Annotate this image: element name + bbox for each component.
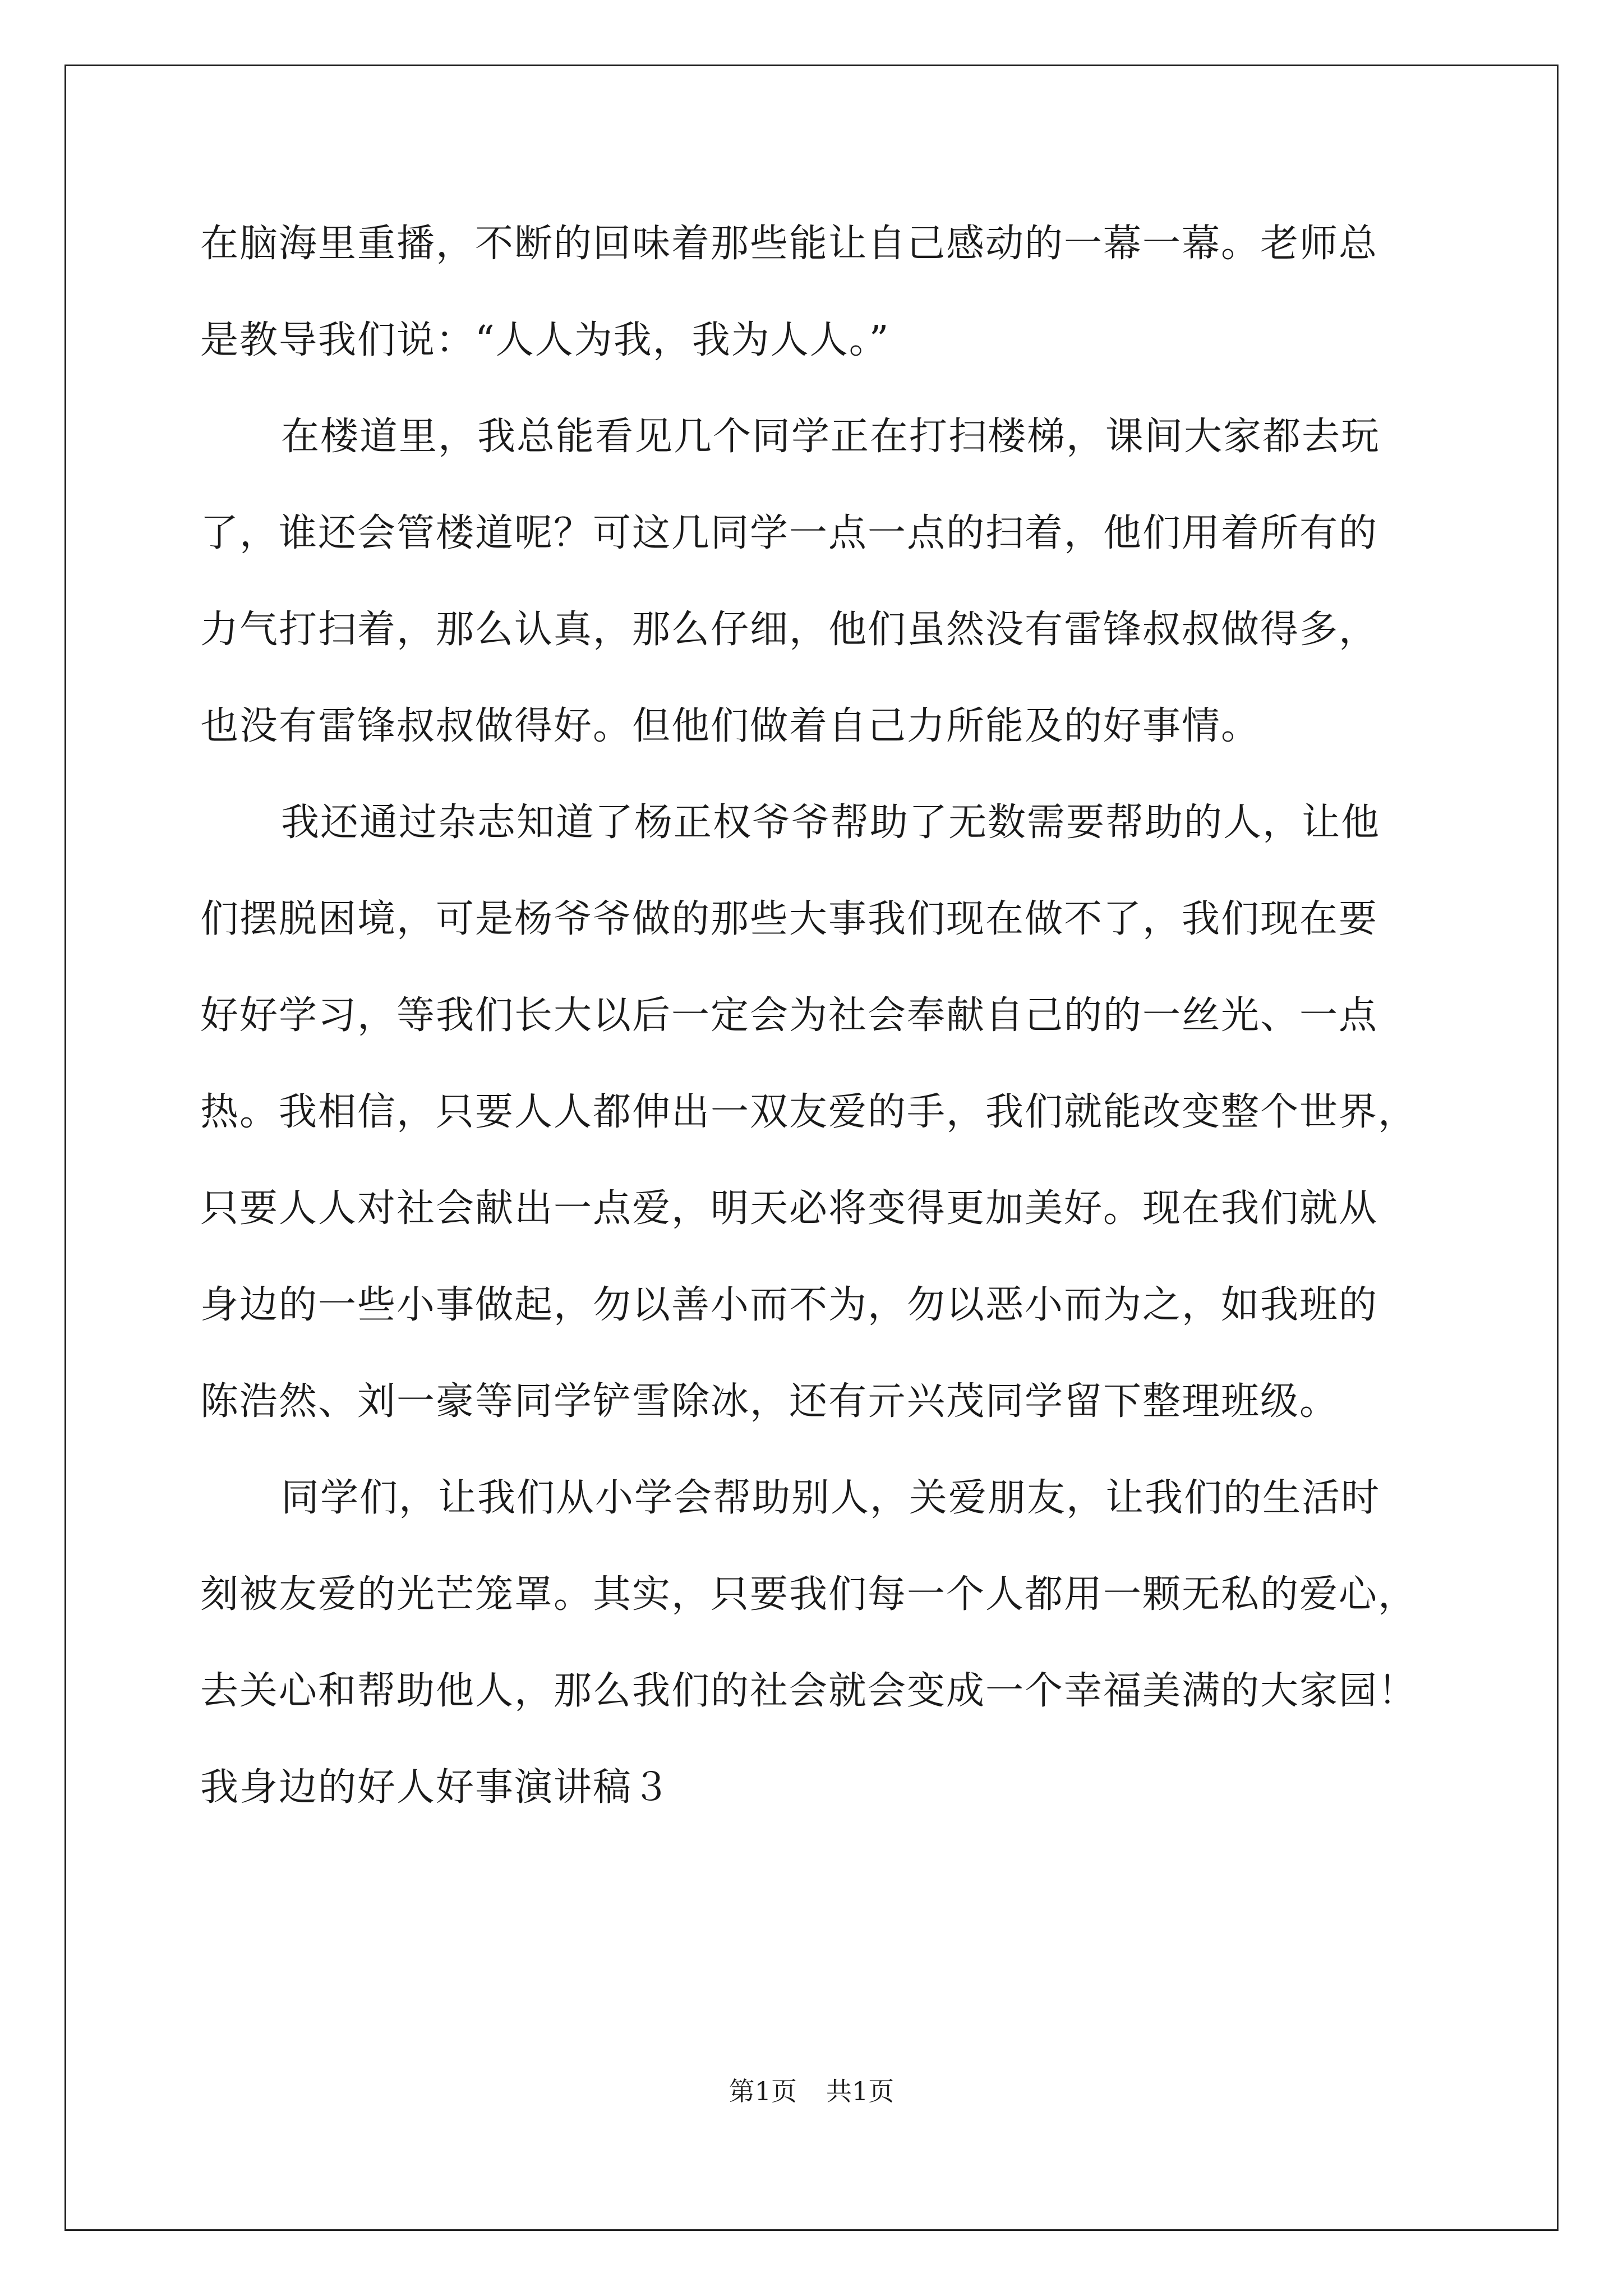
text-line: 只要人人对社会献出一点爱，明天必将变得更加美好。现在我们就从 <box>200 1186 1378 1231</box>
text-line: 在楼道里，我总能看见几个同学正在打扫楼梯，课间大家都去玩 <box>281 415 1381 459</box>
text-line: 我还通过杂志知道了杨正权爷爷帮助了无数需要帮助的人，让他 <box>281 800 1381 845</box>
text-line: 热。我相信，只要人人都伸出一双友爱的手，我们就能改变整个世界， <box>200 1090 1418 1134</box>
page-footer <box>0 2074 1623 2108</box>
text-line: 在脑海里重播，不断的回味着那些能让自己感动的一幕一幕。老师总 <box>200 222 1378 266</box>
text-line: 们摆脱困境，可是杨爷爷做的那些大事我们现在做不了，我们现在要 <box>200 897 1378 941</box>
page-number: 第1页 <box>728 2076 797 2106</box>
text-line: 是教导我们说：“人人为我，我为人人。” <box>200 318 890 362</box>
text-line: 刻被友爱的光芒笼罩。其实，只要我们每一个人都用一颗无私的爱心， <box>200 1572 1418 1617</box>
document-body <box>200 216 1434 1856</box>
text-line: 我身边的好人好事演讲稿３ <box>200 1765 672 1810</box>
text-line: 去关心和帮助他人，那么我们的社会就会变成一个幸福美满的大家园！ <box>200 1669 1418 1713</box>
text-line: 陈浩然、刘一豪等同学铲雪除冰，还有亓兴茂同学留下整理班级。 <box>200 1379 1339 1424</box>
text-line: 同学们，让我们从小学会帮助别人，关爱朋友，让我们的生活时 <box>281 1476 1381 1520</box>
text-line: 也没有雷锋叔叔做得好。但他们做着自己力所能及的好事情。 <box>200 704 1261 748</box>
text-line: 了，谁还会管楼道呢？可这几同学一点一点的扫着，他们用着所有的 <box>200 511 1378 555</box>
text-line: 力气打扫着，那么认真，那么仔细，他们虽然没有雷锋叔叔做得多， <box>200 608 1378 652</box>
text-line: 好好学习，等我们长大以后一定会为社会奉献自己的的一丝光、一点 <box>200 993 1378 1038</box>
page-total: 共1页 <box>826 2076 895 2106</box>
text-line: 身边的一些小事做起，勿以善小而不为，勿以恶小而为之，如我班的 <box>200 1283 1378 1327</box>
